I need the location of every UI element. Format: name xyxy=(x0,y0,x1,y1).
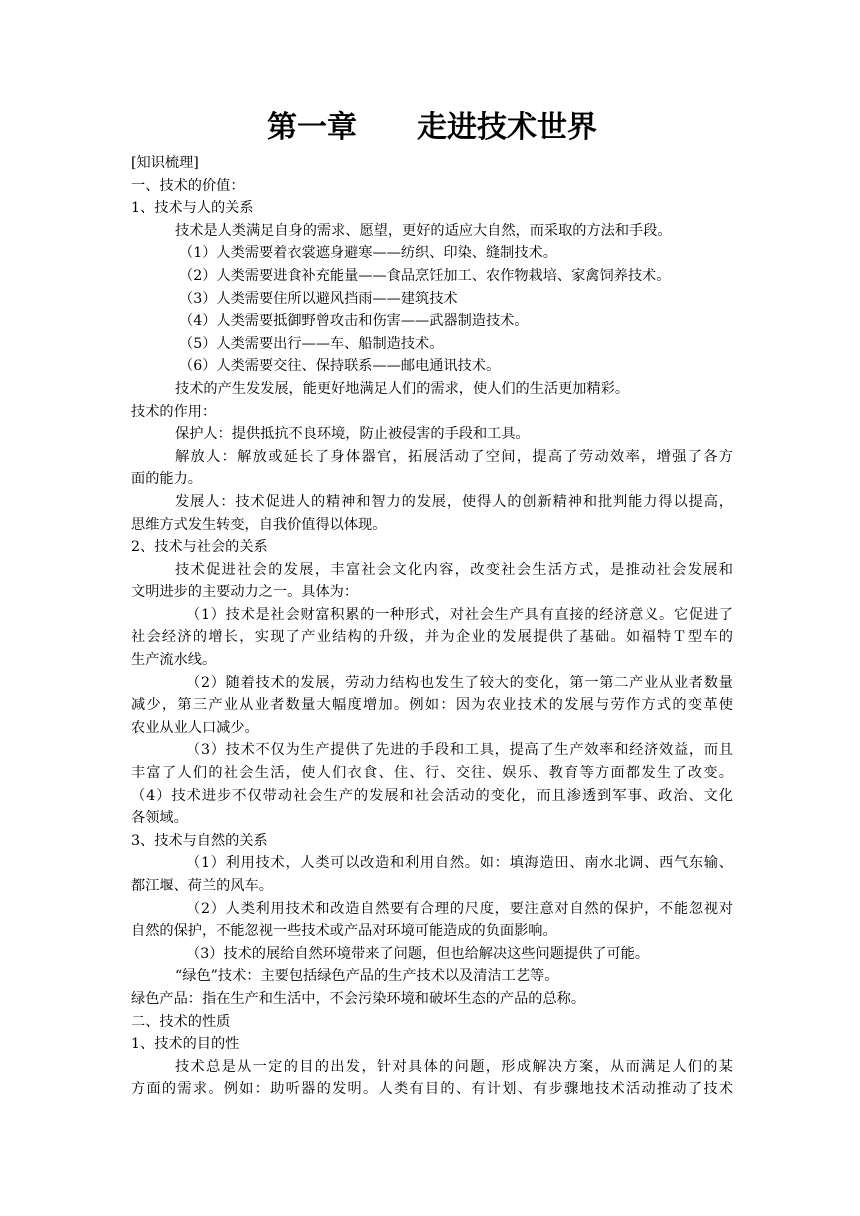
paragraph-line: 技术促进社会的发展，丰富社会文化内容，改变社会生活方式，是推动社会发展和 xyxy=(175,561,733,578)
paragraph-line: 社会经济的增长，实现了产业结构的升级，并为企业的发展提供了基础。如福特Ｔ型车的 xyxy=(131,629,733,646)
paragraph-line: 技术总是从一定的目的出发，针对具体的问题，形成解决方案，从而满足人们的某 xyxy=(175,1058,733,1075)
paragraph-line: 保护人：提供抵抗不良环境，防止被侵害的手段和工具。 xyxy=(175,426,530,443)
list-item: （4）人类需要抵御野曾攻击和伤害——武器制造技术。 xyxy=(179,313,529,330)
paragraph-line: 思维方式发生转变，自我价值得以体现。 xyxy=(131,516,387,533)
paragraph-line: 丰富了人们的社会生活，使人们衣食、住、行、交往、娱乐、教育等方面都发生了改变。 xyxy=(131,765,733,782)
paragraph-line: 自然的保护，不能忽视一些技术或产品对环境可能造成的负面影响。 xyxy=(131,923,557,940)
paragraph-line: “绿色”技术：主要包括绿色产品的生产技术以及清洁工艺等。 xyxy=(175,968,559,985)
subheading-tech-role: 技术的作用： xyxy=(131,403,217,420)
paragraph-line: （3）技术的展给自然环境带来了问题，但也给解决这些问题提供了可能。 xyxy=(186,945,650,962)
paragraph-line: （1）技术是社会财富积累的一种形式，对社会生产具有直接的经济意义。它促进了 xyxy=(186,606,733,623)
paragraph-line: 农业从业人口减少。 xyxy=(131,719,259,736)
subheading-tech-and-people: 1、技术与人的关系 xyxy=(131,200,254,217)
paragraph-line: （4）技术进步不仅带动社会生产的发展和社会活动的变化，而且渗透到军事、政治、文化 xyxy=(131,787,733,804)
paragraph-line: （2）随着技术的发展，劳动力结构也发生了较大的变化，第一第二产业从业者数量 xyxy=(186,674,733,691)
paragraph-line: （3）技术不仅为生产提供了先进的手段和工具，提高了生产效率和经济效益，而且 xyxy=(186,742,733,759)
paragraph-line: 技术的产生发发展，能更好地满足人们的需求，使人们的生活更加精彩。 xyxy=(175,380,630,397)
paragraph-line: 都江堰、荷兰的风车。 xyxy=(131,878,273,894)
paragraph-line: 发展人：技术促进人的精神和智力的发展，使得人的创新精神和批判能力得以提高， xyxy=(175,493,733,510)
list-item: （1）人类需要着衣裳遮身避寒——纺织、印染、缝制技术。 xyxy=(179,245,557,262)
heading-technology-nature: 二、技术的性质 xyxy=(131,1013,231,1030)
paragraph-line: 绿色产品：指在生产和生活中，不会污染环境和破坏生态的产品的总称。 xyxy=(131,990,586,1007)
paragraph-line: 面的能力。 xyxy=(131,471,202,488)
subheading-tech-and-society: 2、技术与社会的关系 xyxy=(131,539,268,556)
paragraph-line: 文明进步的主要动力之一。具体为： xyxy=(131,584,359,601)
list-item: （2）人类需要进食补充能量——食品烹饪加工、农作物栽培、家禽饲养技术。 xyxy=(179,267,671,284)
chapter-title: 第一章 走进技术世界 xyxy=(267,110,597,145)
paragraph-line: （1）利用技术，人类可以改造和利用自然。如：填海造田、南水北调、西气东输、 xyxy=(186,855,733,872)
heading-technology-value: 一、技术的价值： xyxy=(131,177,245,194)
list-item: （5）人类需要出行——车、船制造技术。 xyxy=(179,335,444,352)
paragraph-line: 技术是人类满足自身的需求、愿望，更好的适应大自然，而采取的方法和手段。 xyxy=(175,222,672,239)
paragraph-line: 减少，第三产业从业者数量大幅度增加。例如：因为农业技术的发展与劳作方式的变革使 xyxy=(131,697,733,714)
list-item: （3）人类需要住所以避风挡雨——建筑技术 xyxy=(179,290,458,307)
paragraph-line: （2）人类利用技术和改造自然要有合理的尺度，要注意对自然的保护，不能忽视对 xyxy=(186,900,733,917)
paragraph-line: 方面的需求。例如：助听器的发明。人类有目的、有计划、有步骤地技术活动推动了技术 xyxy=(131,1081,733,1098)
paragraph-line: 生产流水线。 xyxy=(131,652,217,669)
paragraph-line: 解放人：解放或延长了身体器官，拓展活动了空间，提高了劳动效率，增强了各方 xyxy=(175,448,733,465)
subheading-tech-purpose: 1、技术的目的性 xyxy=(131,1036,240,1053)
document-page xyxy=(131,104,733,1101)
list-item: （6）人类需要交往、保持联系——邮电通讯技术。 xyxy=(179,358,501,375)
paragraph-line: 各领域。 xyxy=(131,810,188,827)
section-marker: [知识梳理] xyxy=(131,155,199,171)
subheading-tech-and-nature: 3、技术与自然的关系 xyxy=(131,832,268,849)
